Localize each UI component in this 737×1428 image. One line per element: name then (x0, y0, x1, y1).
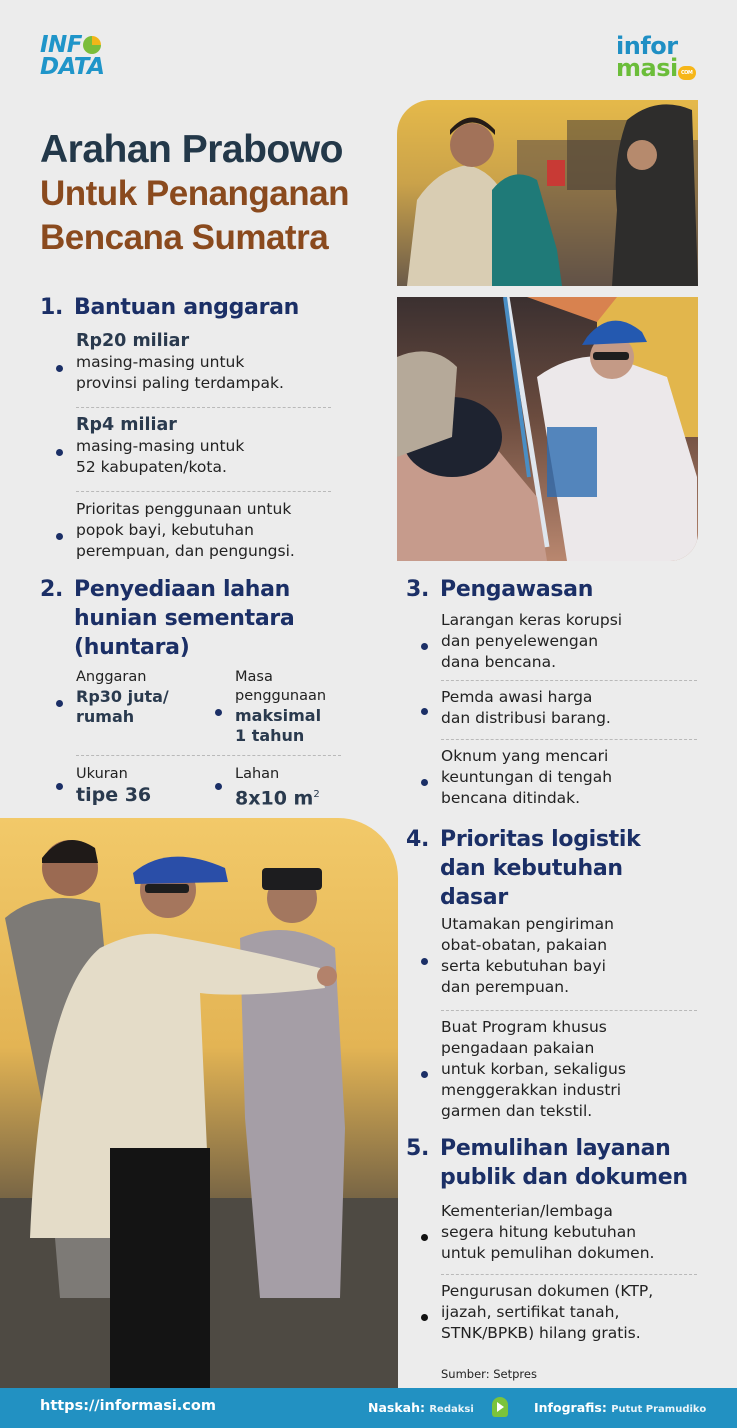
item-text-line: obat-obatan, pakaian (441, 936, 608, 954)
item-text-line: dan distribusi barang. (441, 709, 611, 727)
bullet-icon (215, 709, 222, 716)
section-2-heading (40, 575, 294, 662)
item-text-line: STNK/BPKB) hilang gratis. (441, 1324, 641, 1342)
item-text-line: dan perempuan. (441, 978, 570, 996)
item-text-line: Pemda awasi harga (441, 688, 593, 706)
detail-value: rumah (76, 707, 135, 726)
divider (76, 491, 331, 492)
section-number: 2. (40, 577, 64, 602)
item-text-line: segera hitung kebutuhan (441, 1223, 637, 1241)
divider (441, 1010, 697, 1011)
superscript: 2 (313, 789, 320, 800)
item-text-line: untuk pemulihan dokumen. (441, 1244, 655, 1262)
section-title-line: Prioritas logistik (440, 827, 641, 852)
divider (76, 755, 341, 756)
bullet-icon (215, 783, 222, 790)
section-5-heading (406, 1134, 688, 1192)
footer-bar (0, 1388, 737, 1428)
section-number: 3. (406, 577, 430, 602)
section-title: Bantuan anggaran (74, 295, 300, 320)
item-text-line: keuntungan di tengah (441, 768, 613, 786)
list-item (56, 499, 356, 565)
title-line-2: Untuk Penanganan (40, 174, 349, 213)
designer-value: Putut Pramudiko (611, 1404, 707, 1415)
bullet-icon (421, 643, 428, 650)
divider (441, 739, 697, 740)
item-text-line: masing-masing untuk (76, 437, 245, 455)
logo-text-inf: INF (40, 32, 83, 58)
detail-label: Anggaran (76, 669, 147, 685)
section-title (440, 825, 640, 912)
bullet-icon (421, 1071, 428, 1078)
divider (76, 407, 331, 408)
item-text-line: pengadaan pakaian (441, 1039, 595, 1057)
detail-value: 8x10 m (235, 787, 314, 810)
bullet-icon (421, 1234, 428, 1241)
item-text-line: Oknum yang mencari (441, 747, 609, 765)
section-title-line: Penyediaan lahan (74, 577, 291, 602)
item-text-line: untuk korban, sekaligus (441, 1060, 626, 1078)
item-text-line: Utamakan pengiriman (441, 915, 614, 933)
section-title-line: publik dan dokumen (440, 1165, 688, 1190)
item-text-line: dana bencana. (441, 653, 557, 671)
bullet-icon (421, 1314, 428, 1321)
item-text-line: Prioritas penggunaan untuk (76, 500, 292, 518)
list-item (421, 746, 721, 809)
list-item (56, 331, 356, 397)
bullet-icon (56, 783, 63, 790)
item-text-line: popok bayi, kebutuhan (76, 521, 254, 539)
section-title (74, 575, 294, 662)
section-number: 1. (40, 295, 64, 320)
section-title-line: Pemulihan layanan (440, 1136, 671, 1161)
author-credit (368, 1400, 474, 1415)
section-title-line: hunian sementara (74, 606, 295, 631)
list-item (421, 610, 721, 673)
detail-value: tipe 36 (76, 784, 152, 806)
com-badge: COM (678, 66, 696, 80)
detail-value: Rp30 juta/ (76, 687, 169, 706)
item-text-line: masing-masing untuk (76, 353, 245, 371)
infodata-logo (40, 34, 130, 84)
page-title (40, 128, 349, 260)
item-text-line: 52 kabupaten/kota. (76, 458, 227, 476)
photo-embrace-illustration (397, 100, 698, 286)
bullet-icon (421, 779, 428, 786)
divider (441, 1274, 697, 1275)
amount-highlight: Rp20 miliar (76, 331, 190, 351)
logo-text-infor: infor (616, 32, 678, 60)
item-text-line: Buat Program khusus (441, 1018, 607, 1036)
detail-size (56, 765, 206, 809)
detail-label: Masa (235, 669, 273, 685)
informasi-logo (616, 32, 706, 85)
section-title-line: dan kebutuhan (440, 856, 623, 881)
item-text-line: provinsi paling terdampak. (76, 374, 284, 392)
item-text-line: ijazah, sertifikat tanah, (441, 1303, 620, 1321)
list-item (421, 687, 721, 729)
detail-value: 1 tahun (235, 726, 305, 745)
list-item (421, 1281, 731, 1344)
amount-highlight: Rp4 miliar (76, 415, 177, 435)
section-4-heading (406, 825, 640, 912)
item-text-line: Kementerian/lembaga (441, 1202, 613, 1220)
divider (441, 680, 697, 681)
list-item (421, 1201, 721, 1264)
list-item (421, 1017, 721, 1123)
item-text-line: serta kebutuhan bayi (441, 957, 606, 975)
logo-text-data: DATA (40, 54, 105, 80)
item-text-line: garmen dan tekstil. (441, 1102, 593, 1120)
detail-budget (56, 668, 206, 738)
detail-label: Ukuran (76, 766, 128, 782)
pie-chart-icon (83, 36, 101, 54)
item-text-line: dan penyelewengan (441, 632, 599, 650)
designer-label: Infografis: (534, 1400, 607, 1415)
item-text-line: menggerakkan industri (441, 1081, 622, 1099)
item-text-line: perempuan, dan pengungsi. (76, 542, 295, 560)
bullet-icon (56, 700, 63, 707)
section-title (440, 1134, 688, 1192)
bullet-icon (56, 449, 63, 456)
detail-land (215, 765, 355, 809)
title-line-1: Arahan Prabowo (40, 128, 343, 171)
designer-credit (534, 1400, 706, 1415)
section-title-line: dasar (440, 885, 508, 910)
logo-text-masi: masi (616, 54, 678, 82)
section-number: 5. (406, 1136, 430, 1161)
author-value: Redaksi (429, 1404, 474, 1415)
section-1-heading (40, 293, 299, 322)
photo-handshake-illustration (397, 297, 698, 561)
title-line-3: Bencana Sumatra (40, 218, 329, 257)
list-item (421, 914, 721, 1000)
detail-label: penggunaan (235, 688, 327, 704)
item-text-line: bencana ditindak. (441, 789, 581, 807)
list-item (56, 415, 356, 481)
section-3-heading (406, 575, 593, 604)
section-title-line: (huntara) (74, 635, 190, 660)
item-text-line: Larangan keras korupsi (441, 611, 623, 629)
detail-label: Lahan (235, 766, 280, 782)
bullet-icon (421, 958, 428, 965)
bullet-icon (56, 365, 63, 372)
photo-walking-illustration (0, 818, 398, 1390)
website-link[interactable]: https://informasi.com (40, 1398, 216, 1414)
play-icon (492, 1397, 508, 1417)
photo-walking (0, 818, 398, 1390)
item-text-line: Pengurusan dokumen (KTP, (441, 1282, 654, 1300)
detail-value: maksimal (235, 706, 322, 725)
author-label: Naskah: (368, 1400, 425, 1415)
section-number: 4. (406, 827, 430, 852)
photo-embrace (397, 100, 698, 286)
source-credit: Sumber: Setpres (441, 1367, 537, 1381)
bullet-icon (56, 533, 63, 540)
bullet-icon (421, 708, 428, 715)
photo-handshake (397, 297, 698, 561)
detail-duration (215, 668, 355, 752)
section-title: Pengawasan (440, 577, 594, 602)
